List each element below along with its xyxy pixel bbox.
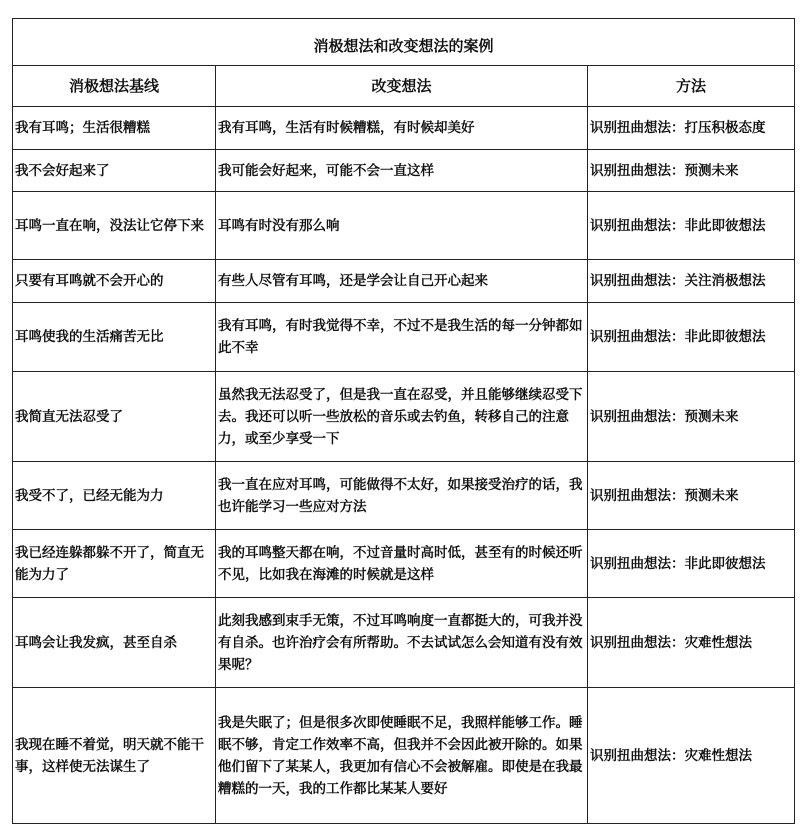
negative-thought-cell: 我不会好起来了 — [13, 150, 216, 192]
table-row — [13, 598, 795, 688]
changed-thought-cell: 此刻我感到束手无策，不过耳鸣响度一直都挺大的，可我并没有自杀。也许治疗会有所帮助。不去试试怎么会知道有没有效果呢？ — [216, 598, 588, 688]
method-cell: 识别扭曲想法：非此即彼想法 — [588, 192, 795, 260]
changed-thought-cell: 我一直在应对耳鸣，可能做得不太好，如果接受治疗的话，我也许能学习一些应对方法 — [216, 462, 588, 530]
negative-thought-cell: 耳鸣一直在响，没法让它停下来 — [13, 192, 216, 260]
table-row — [13, 372, 795, 462]
table-title: 消极想法和改变想法的案例 — [13, 19, 795, 66]
negative-thought-cell: 只要有耳鸣就不会开心的 — [13, 260, 216, 303]
title-row — [13, 19, 795, 66]
changed-thought-cell: 我有耳鸣，有时我觉得不幸，不过不是我生活的每一分钟都如此不幸 — [216, 303, 588, 372]
method-cell: 识别扭曲想法：预测未来 — [588, 462, 795, 530]
case-table-container — [12, 18, 794, 824]
negative-thoughts-table — [12, 18, 795, 824]
negative-thought-cell: 耳鸣会让我发疯，甚至自杀 — [13, 598, 216, 688]
table-row — [13, 192, 795, 260]
method-cell: 识别扭曲想法：非此即彼想法 — [588, 303, 795, 372]
method-cell: 识别扭曲想法：预测未来 — [588, 372, 795, 462]
table-row — [13, 260, 795, 303]
method-cell: 识别扭曲想法：关注消极想法 — [588, 260, 795, 303]
changed-thought-cell: 有些人尽管有耳鸣，还是学会让自己开心起来 — [216, 260, 588, 303]
method-cell: 识别扭曲想法：灾难性想法 — [588, 688, 795, 824]
negative-thought-cell: 耳鸣使我的生活痛苦无比 — [13, 303, 216, 372]
negative-thought-cell: 我有耳鸣；生活很糟糕 — [13, 107, 216, 150]
negative-thought-cell: 我简直无法忍受了 — [13, 372, 216, 462]
method-cell: 识别扭曲想法：非此即彼想法 — [588, 530, 795, 598]
negative-thought-cell: 我已经连躲都躲不开了，简直无能为力了 — [13, 530, 216, 598]
table-row — [13, 303, 795, 372]
changed-thought-cell: 耳鸣有时没有那么响 — [216, 192, 588, 260]
header-negative-baseline: 消极想法基线 — [13, 66, 216, 107]
method-cell: 识别扭曲想法：预测未来 — [588, 150, 795, 192]
negative-thought-cell: 我受不了，已经无能为力 — [13, 462, 216, 530]
changed-thought-cell: 我可能会好起来，可能不会一直这样 — [216, 150, 588, 192]
changed-thought-cell: 虽然我无法忍受了，但是我一直在忍受，并且能够继续忍受下去。我还可以听一些放松的音乐或去钓鱼，转移自己的注意力，或至少享受一下 — [216, 372, 588, 462]
table-row — [13, 107, 795, 150]
changed-thought-cell: 我的耳鸣整天都在响，不过音量时高时低，甚至有的时候还听不见，比如我在海滩的时候就是这样 — [216, 530, 588, 598]
header-method: 方法 — [588, 66, 795, 107]
changed-thought-cell: 我有耳鸣，生活有时候糟糕，有时候却美好 — [216, 107, 588, 150]
header-changed-thought: 改变想法 — [216, 66, 588, 107]
header-row — [13, 66, 795, 107]
table-row — [13, 530, 795, 598]
table-row — [13, 462, 795, 530]
negative-thought-cell: 我现在睡不着觉，明天就不能干事，这样使无法谋生了 — [13, 688, 216, 824]
changed-thought-cell: 我是失眠了；但是很多次即使睡眠不足，我照样能够工作。睡眠不够，肯定工作效率不高，但我并不会因此被开除的。如果他们留下了某某人，我更加有信心不会被解雇。即使是在我最糟糕的一天，我的工作都比某某人要好 — [216, 688, 588, 824]
table-row — [13, 150, 795, 192]
table-row — [13, 688, 795, 824]
method-cell: 识别扭曲想法：灾难性想法 — [588, 598, 795, 688]
method-cell: 识别扭曲想法：打压积极态度 — [588, 107, 795, 150]
